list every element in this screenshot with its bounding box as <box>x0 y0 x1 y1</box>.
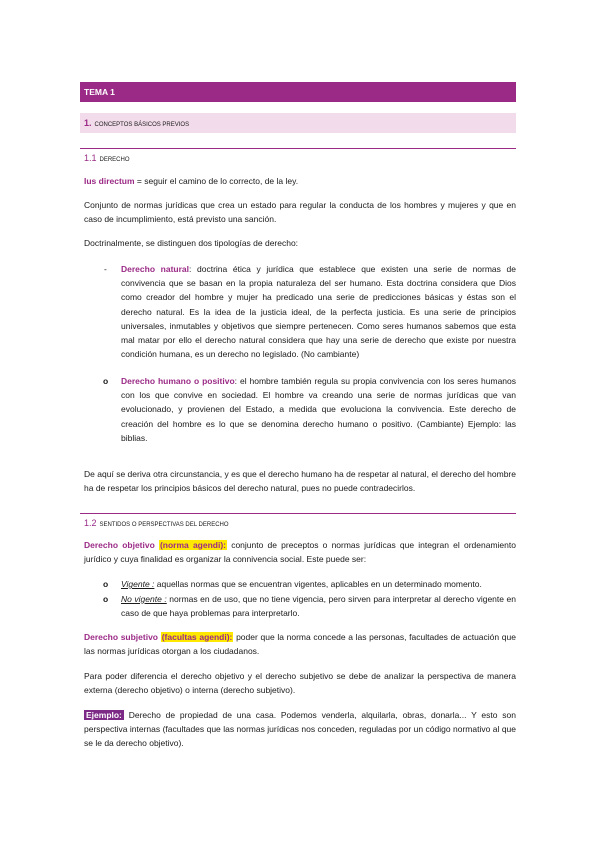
natural-law-text: : doctrina ética y jurídica que establece que existen una serie de normas de convivencia que se basan en la propia naturaleza del ser humano. Esta doctrina considera que Dios como creador del hombre y mujer ha predicado una serie de predicciones básicas y éstas son el derecho natural. Es la idea de la justicia ideal, de la perfecta justicia. Es una serie de principios universales, inmutables y objetivos que siempre pertenecen. Como seres humanos sabemos que esta mal matar por ello el derecho natural considera que hay una serie de derecho que existe por nuestra condición humana, es un derecho no legislado. (No cambiante) <box>121 264 517 360</box>
objective-law-term: Derecho objetivo <box>84 540 155 550</box>
objective-law-text: conjunto de preceptos o normas jurídicas que integran el ordenamiento jurídico y cuya finalidad es organizar la connivencia social. Este puede ser: <box>84 540 516 565</box>
objective-law-paragraph <box>84 538 516 566</box>
subsection-number: 1.2 <box>84 518 97 528</box>
ius-directum-text: = seguir el camino de lo correcto, de la ley. <box>134 176 299 186</box>
chapter-heading: TEMA 1 <box>80 82 516 102</box>
no-vigente-item <box>121 592 516 620</box>
natural-law-item <box>121 262 516 361</box>
definition-paragraph: Conjunto de normas jurídicas que crea un estado para regular la conducta de los hombres y mujeres y que en caso de incumplimiento, está previsto una sanción. <box>84 200 516 225</box>
ius-directum-paragraph <box>84 174 516 188</box>
no-vigente-term: No vigente : <box>121 594 167 604</box>
section-number: 1. <box>84 118 92 128</box>
example-text: Derecho de propiedad de una casa. Podemos venderla, alquilarla, obras, donarla... Y esto son perspectiva internas (facultades que las normas jurídicas nos conceden, reguladas por un código normativo al que se le da derecho objetivo). <box>84 710 516 749</box>
no-vigente-text: normas en de uso, que no tiene vigencia, pero sirven para interpretar al derecho vigente en caso de que haya problemas para interpretarlo. <box>121 594 516 619</box>
positive-law-text: : el hombre también regula su propia convivencia con los seres humanos con los que convive en sociedad. El hombre va creando una serie de normas jurídicas que van evolucionado, y provienen del Estado, a medida que evoluciona la convivencia. Este derecho de creación del hombre es lo que se denomina derecho humano o positivo. (Cambiante) Ejemplo: las biblias. <box>121 376 517 443</box>
subsection-title: SENTIDOS O PERSPECTIVAS DEL DERECHO <box>99 522 229 528</box>
section-heading <box>80 113 516 133</box>
vigente-item <box>121 577 516 591</box>
subjective-law-text: poder que la norma concede a las personas, facultades de actuación que las normas jurídicas otorgan a los ciudadanos. <box>84 632 516 657</box>
derivation-paragraph: De aquí se deriva otra circunstancia, y es que el derecho humano ha de respetar al natural, el derecho del hombre ha de respetar los principios básicos del derecho natural, pues no puede contradecirlos. <box>84 469 516 494</box>
subsection-heading-2 <box>80 513 516 529</box>
natural-law-term: Derecho natural <box>121 264 189 274</box>
section-title: CONCEPTOS BÁSICOS PREVIOS <box>94 122 190 128</box>
subjective-law-paragraph <box>84 630 516 658</box>
norma-agendi-highlight: (norma agendi): <box>159 540 227 550</box>
subjective-law-term: Derecho subjetivo <box>84 632 159 642</box>
positive-law-term: Derecho humano o positivo <box>121 376 235 386</box>
subsection-title: DERECHO <box>99 157 130 163</box>
bullet-dash: - <box>104 264 107 274</box>
bullet-o: o <box>103 376 109 386</box>
example-tag: Ejemplo: <box>86 710 122 720</box>
ius-directum-term: Ius directum <box>84 176 135 186</box>
typologies-paragraph: Doctrinalmente, se distinguen dos tipologías de derecho: <box>84 238 299 248</box>
facultas-agendi-highlight: (facultas agendi): <box>161 632 233 642</box>
perspective-paragraph: Para poder diferencia el derecho objetivo y el derecho subjetivo se debe de analizar la perspectiva de manera externa (derecho objetivo) o interna (derecho subjetivo). <box>84 671 516 696</box>
subsection-heading-1 <box>80 148 516 164</box>
example-paragraph <box>84 708 516 751</box>
subsection-number: 1.1 <box>84 153 97 163</box>
vigente-text: aquellas normas que se encuentran vigentes, aplicables en un determinado momento. <box>154 579 482 589</box>
vigente-term: Vigente : <box>121 579 155 589</box>
bullet-o: o <box>103 594 109 604</box>
positive-law-item <box>121 374 516 445</box>
bullet-o: o <box>103 579 109 589</box>
